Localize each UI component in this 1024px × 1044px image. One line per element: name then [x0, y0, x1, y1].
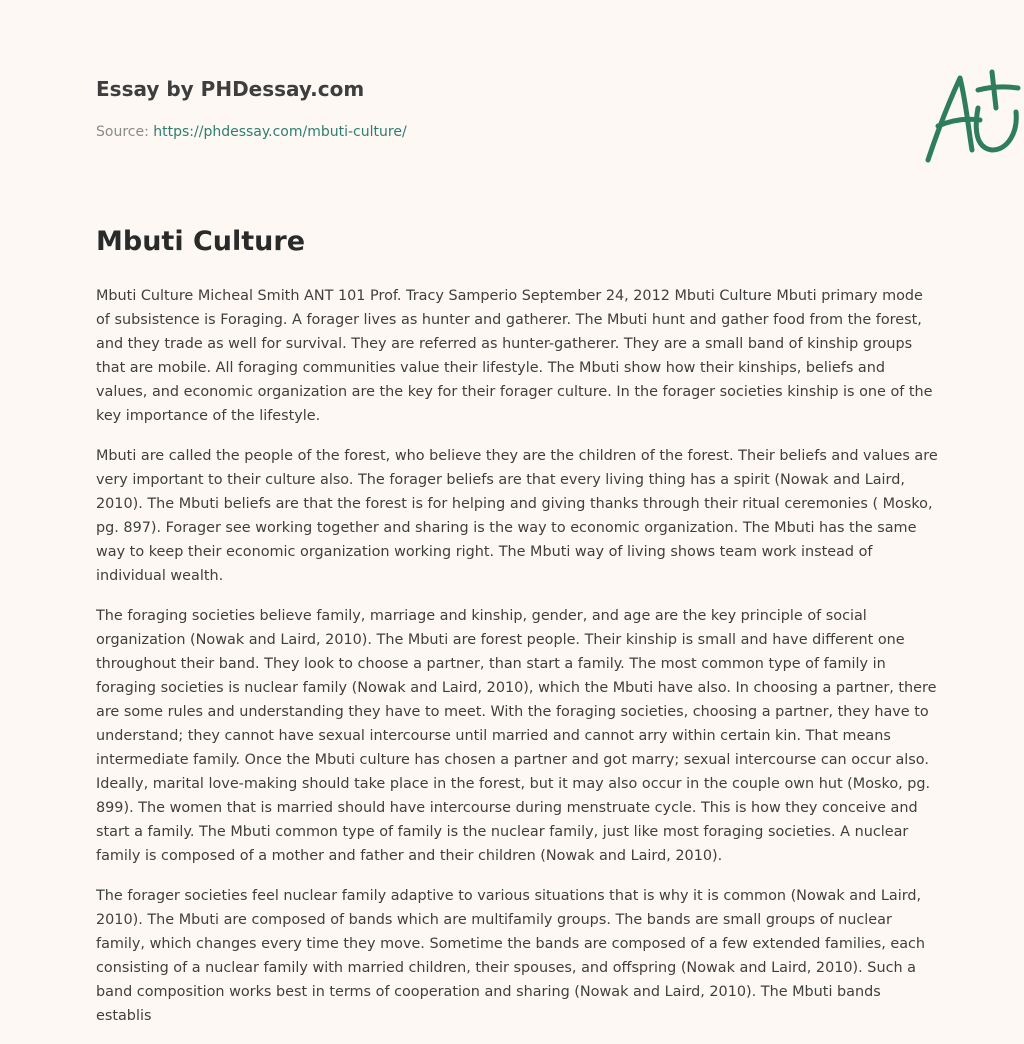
essay-title: Mbuti Culture: [96, 226, 306, 257]
essay-paragraph: Mbuti Culture Micheal Smith ANT 101 Prof. Tracy Samperio September 24, 2012 Mbuti Culture Mbuti primary mode of subsistence is Foraging. A forager lives as hunter and gatherer. The Mbuti hunt and gather food from the forest, and they trade as well for survival. They are referred as hunter-gatherer. They are a small band of kinship groups that are mobile. All foraging communities value their lifestyle. The Mbuti show how their kinships, beliefs and values, and economic organization are the key for their forager culture. In the forager societies kinship is one of the key importance of the lifestyle.: [96, 288, 933, 424]
essay-body: [96, 284, 938, 1029]
site-title: Essay by PHDessay.com: [96, 77, 365, 101]
essay-paragraph: The foraging societies believe family, marriage and kinship, gender, and age are the key principle of social organization (Nowak and Laird, 2010). The Mbuti are forest people. Their kinship is small and have different one throughout their band. They look to choose a partner, than start a family. The most common type of family in foraging societies is nuclear family (Nowak and Laird, 2010), which the Mbuti have also. In choosing a partner, there are some rules and understanding they have to meet. With the foraging societies, choosing a partner, they have to understand; they cannot have sexual intercourse until married and cannot arry within certain kin. That means intermediate family. Once the Mbuti culture has chosen a partner and got marry; sexual intercourse can occur also. Ideally, marital love-making should take place in the forest, but it may also occur in the couple own hut (Mosko, pg. 899). The women that is married should have intercourse during menstruate cycle. This is how they conceive and start a family. The Mbuti common type of family is the nuclear family, just like most foraging societies. A nuclear family is composed of a mother and father and their children (Nowak and Laird, 2010).: [96, 608, 937, 864]
essay-paragraph: Mbuti are called the people of the forest, who believe they are the children of the forest. Their beliefs and values are very important to their culture also. The forager beliefs are that every living thing has a spirit (Nowak and Laird, 2010). The Mbuti beliefs are that the forest is for helping and giving thanks through their ritual ceremonies ( Mosko, pg. 897). Forager see working together and sharing is the way to economic organization. The Mbuti has the same way to keep their economic organization working right. The Mbuti way of living shows team work instead of individual wealth.: [96, 448, 938, 584]
a-plus-grade-icon: [916, 68, 1024, 168]
essay-paragraph: The forager societies feel nuclear family adaptive to various situations that is why it is common (Nowak and Laird, 2010). The Mbuti are composed of bands which are multifamily groups. The bands are small groups of nuclear family, which changes every time they move. Sometime the bands are composed of a few extended families, each consisting of a nuclear family with married children, their spouses, and offspring (Nowak and Laird, 2010). Such a band composition works best in terms of cooperation and sharing (Nowak and Laird, 2010). The Mbuti bands establis: [96, 888, 926, 1024]
source-link[interactable]: https://phdessay.com/mbuti-culture/: [153, 124, 407, 140]
source-label: Source:: [96, 124, 154, 140]
source-line: [96, 124, 407, 140]
